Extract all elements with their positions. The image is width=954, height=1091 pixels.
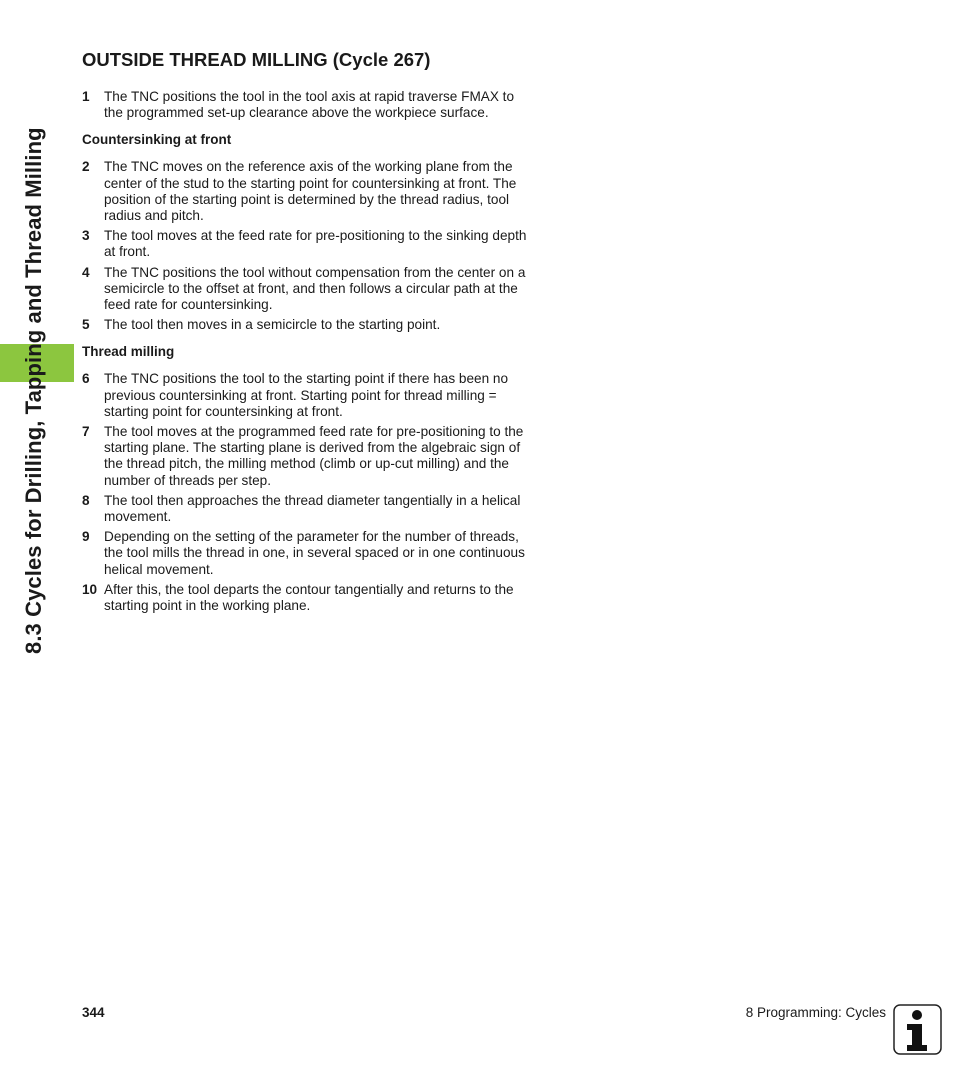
step-text: The TNC positions the tool in the tool axis at rapid traverse FMAX to the programmed set-up clearance above the workpiece surface. <box>104 89 515 121</box>
main-content <box>82 48 527 618</box>
chapter-label: 8 Programming: Cycles <box>745 1005 886 1020</box>
step-number: 10 <box>82 581 98 597</box>
page-title: OUTSIDE THREAD MILLING (Cycle 267) <box>82 49 431 70</box>
step-number: 8 <box>82 492 90 508</box>
step-number: 4 <box>82 264 90 280</box>
step-number: 3 <box>82 228 90 244</box>
step-number: 6 <box>82 371 90 387</box>
step-number: 1 <box>82 89 90 104</box>
step-item <box>82 265 527 314</box>
step-item <box>82 371 527 420</box>
step-text: The tool moves at the feed rate for pre-positioning to the sinking depth at front. <box>104 228 527 260</box>
page-number: 344 <box>82 1005 105 1020</box>
step-item <box>82 424 527 489</box>
info-icon <box>893 1004 942 1055</box>
step-item <box>82 228 527 260</box>
side-title-text: 8.3 Cycles for Drilling, Tapping and Thread Milling <box>21 127 46 654</box>
step-text: Depending on the setting of the parameter for the number of threads, the tool mills the thread in one, in several spaced or in one continuous helical movement. <box>104 529 525 577</box>
step-number: 7 <box>82 424 90 440</box>
step-number: 5 <box>82 317 90 333</box>
step-item <box>82 89 527 121</box>
step-text: The TNC positions the tool to the starting point if there has been no previous countersinking at front. Starting point for thread milling = starting point for countersinking at front. <box>104 371 509 419</box>
step-text: After this, the tool departs the contour tangentially and returns to the starting point in the working plane. <box>104 581 514 614</box>
section-subheading: Thread milling <box>82 344 175 360</box>
step-item <box>82 493 527 525</box>
step-text: The tool then moves in a semicircle to the starting point. <box>104 317 441 333</box>
sections <box>82 89 527 614</box>
step-number: 2 <box>82 159 90 175</box>
step-text: The TNC positions the tool without compensation from the center on a semicircle to the offset at front, and then follows a circular path at the feed rate for countersinking. <box>104 264 526 313</box>
section-subheading: Countersinking at front <box>82 132 232 148</box>
step-text: The TNC moves on the reference axis of the working plane from the center of the stud to the starting point for countersinking at front. The position of the starting point is determined by the thread radius, tool radius and pitch. <box>104 159 517 224</box>
step-text: The tool then approaches the thread diameter tangentially in a helical movement. <box>104 492 521 525</box>
step-number: 9 <box>82 529 90 545</box>
step-item <box>82 529 527 578</box>
step-item <box>82 317 527 333</box>
step-item <box>82 159 527 224</box>
step-text: The tool moves at the programmed feed rate for pre-positioning to the starting plane. The starting plane is derived from the algebraic sign of the thread pitch, the milling method (climb or up-cut milling) and the number of threads per step. <box>104 424 524 488</box>
step-item <box>82 582 527 614</box>
